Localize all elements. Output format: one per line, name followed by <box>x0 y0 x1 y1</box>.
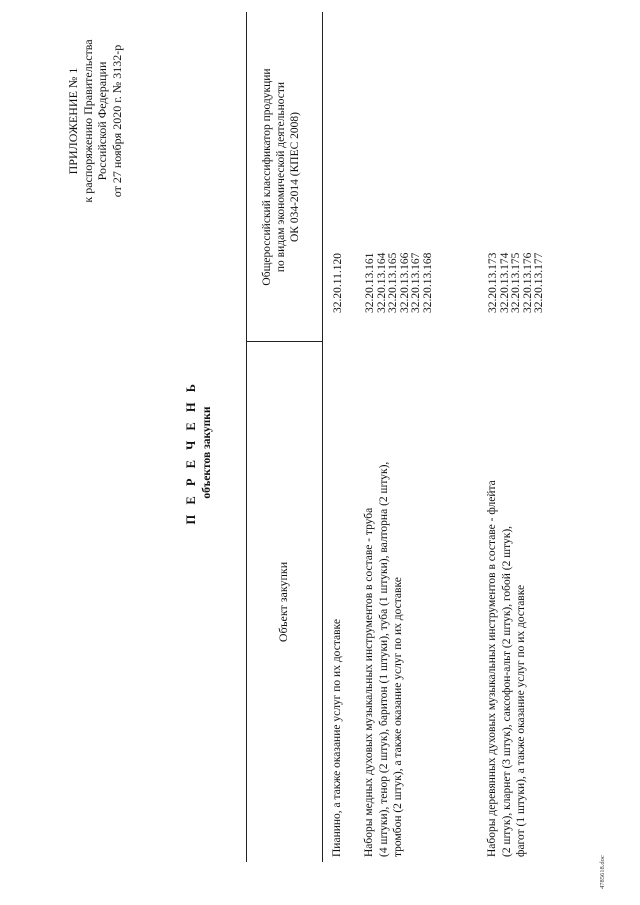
row-object-line: фагот (1 штуки), а также оказание услуг по их доставке <box>515 584 527 857</box>
table-top-rule <box>246 12 247 862</box>
table-row-codes <box>365 113 434 313</box>
table-row-codes <box>488 113 546 313</box>
row-code: 32.20.13.166 <box>398 252 411 313</box>
row-code: 32.20.13.173 <box>487 252 499 313</box>
row-object-line: Пианино, а также оказание услуг по их доставке <box>331 619 343 857</box>
annex-line-1: к распоряжению Правительства <box>80 39 95 203</box>
row-object-line: Наборы медных духовых музыкальных инструментов в составе - труба <box>363 507 375 857</box>
table-row-object <box>330 337 345 857</box>
row-object-line: (2 штук), кларнет (3 штук), саксофон-альт (2 штук), гобой (2 штук), <box>500 525 513 857</box>
document-number: 4785618.doc <box>599 855 606 889</box>
column-header-classifier <box>260 12 302 342</box>
row-object-line: (4 штуки), тенор (2 штук), баритон (1 штуки), туба (1 штуки), валторна (2 штук), <box>377 461 390 857</box>
annex-line-3: от 27 ноября 2020 г. № 3132-р <box>109 44 124 198</box>
document-subtitle: объектов закупки <box>201 406 213 499</box>
table-row-object <box>362 337 406 857</box>
row-code: 32.20.13.174 <box>498 252 511 313</box>
row-code: 32.20.13.168 <box>421 252 434 313</box>
annex-line-2: Российской Федерации <box>95 61 109 181</box>
classifier-header-line-3: ОК 034-2014 (КПЕС 2008) <box>289 112 301 243</box>
annex-header <box>66 21 124 221</box>
row-code: 32.20.13.165 <box>387 252 399 313</box>
row-code: 32.20.13.167 <box>410 252 422 313</box>
table-row-object <box>485 337 529 857</box>
row-object-line: тромбон (2 штук), а также оказание услуг по их доставке <box>392 577 404 857</box>
row-code: 32.20.13.161 <box>364 252 376 313</box>
annex-title: ПРИЛОЖЕНИЕ № 1 <box>66 67 80 175</box>
row-code: 32.20.13.177 <box>533 252 545 313</box>
row-code: 32.20.13.175 <box>510 252 522 313</box>
row-code: 32.20.13.164 <box>375 252 388 313</box>
table-header-rule <box>322 12 323 862</box>
classifier-header-line-1: Общероссийский классификатор продукции <box>261 68 273 286</box>
row-object-line: Наборы деревянных духовых музыкальных инструментов в составе - флейта <box>486 480 498 857</box>
document-title: П Е Р Е Ч Е Н Ь <box>184 380 198 525</box>
classifier-header-line-2: по видам экономической деятельности <box>275 81 287 273</box>
row-code: 32.20.11.120 <box>332 253 344 313</box>
row-code: 32.20.13.176 <box>521 252 534 313</box>
table-row-codes <box>333 113 345 313</box>
column-header-object: Объект закупки <box>276 561 290 643</box>
